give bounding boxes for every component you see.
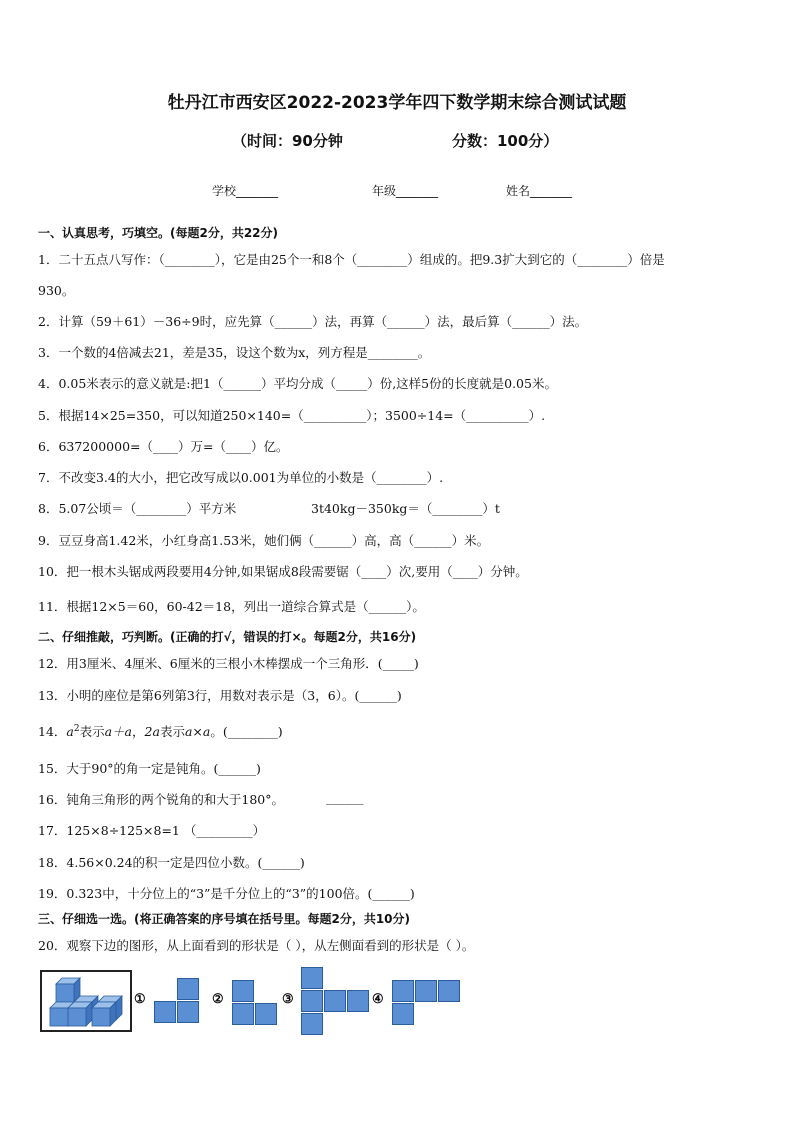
section-1-heading: 一、认真思考，巧填空。(每题2分，共22分) xyxy=(38,226,279,240)
q14-exponent: 2 xyxy=(73,723,80,734)
question-16: 16．钝角三角形的两个锐角的和大于180°。 xyxy=(38,792,285,807)
exam-score: 分数：100分） xyxy=(452,132,559,150)
question-19: 19．0.323中，十分位上的“3”是千分位上的“3”的100倍。(______) xyxy=(38,886,415,901)
square xyxy=(255,1003,277,1025)
square xyxy=(154,1001,176,1023)
cube-stack-icon xyxy=(42,972,130,1030)
grade-field: 年级_______ xyxy=(372,184,439,198)
page-title: 牡丹江市西安区2022-2023学年四下数学期末综合测试试题 xyxy=(167,93,627,113)
question-6: 6．637200000=（____）万=（____）亿。 xyxy=(38,439,289,454)
square xyxy=(392,980,414,1002)
question-15: 15．大于90°的角一定是钝角。(______) xyxy=(38,761,261,776)
question-13: 13．小明的座位是第6列第3行，用数对表示是（3，6）。(______) xyxy=(38,688,402,703)
question-10: 10．把一根木头锯成两段要用4分钟,如果锯成8段需要锯（____）次,要用（____）分钟。 xyxy=(38,564,528,579)
question-17: 17．125×8÷125×8=1 （_________） xyxy=(38,823,266,838)
question-1-line1: 1．二十五点八写作：（________），它是由25个一和8个（________）组成的。把9.3扩大到它的（________）倍是 xyxy=(38,252,665,267)
question-5: 5．根据14×25=350，可以知道250×140=（__________）；3500÷14=（__________）. xyxy=(38,408,546,423)
option-3-label: ③ xyxy=(282,992,294,1007)
q14-blank: 。(________) xyxy=(210,724,283,739)
square xyxy=(301,967,323,989)
square xyxy=(438,980,460,1002)
square xyxy=(392,1003,414,1025)
section-2-heading: 二、仔细推敲，巧判断。(正确的打√，错误的打×。每题2分，共16分) xyxy=(38,630,417,644)
square xyxy=(301,1013,323,1035)
question-3: 3．一个数的4倍减去21，差是35，设这个数为x，列方程是________。 xyxy=(38,345,431,360)
question-1-line2: 930。 xyxy=(38,283,75,298)
q14-text1: 表示 xyxy=(79,724,105,739)
option-2-shape xyxy=(232,980,278,1026)
square xyxy=(324,990,346,1012)
option-1-shape xyxy=(154,978,200,1024)
question-11: 11．根据12×5＝60，60-42＝18，列出一道综合算式是（______）。 xyxy=(38,599,425,614)
square xyxy=(232,1003,254,1025)
cube-figure xyxy=(40,970,132,1032)
square xyxy=(177,978,199,1000)
option-4-label: ④ xyxy=(372,992,384,1007)
school-field: 学校_______ xyxy=(212,184,279,198)
question-7: 7．不改变3.4的大小，把它改写成以0.001为单位的小数是（________）. xyxy=(38,470,444,485)
square xyxy=(415,980,437,1002)
option-4-shape xyxy=(392,980,460,1026)
q14-comma: ， xyxy=(132,724,145,739)
q14-var-a: a xyxy=(66,724,74,739)
question-12: 12．用3厘米、4厘米、6厘米的三根小木棒摆成一个三角形．(_____) xyxy=(38,656,419,671)
question-14 xyxy=(38,722,283,740)
square xyxy=(301,990,323,1012)
option-3-shape xyxy=(301,967,369,1035)
name-field: 姓名_______ xyxy=(506,184,573,198)
q14-expr1: a＋a xyxy=(104,724,133,739)
question-2: 2．计算（59＋61）－36÷9时，应先算（______）法，再算（______）法，最后算（______）法。 xyxy=(38,314,588,329)
square xyxy=(177,1001,199,1023)
option-2-label: ② xyxy=(212,992,224,1007)
question-8-part2: 3t40kg－350kg＝（________）t xyxy=(311,501,500,516)
question-16-blank: ______ xyxy=(326,790,364,805)
q14-text2: 表示 xyxy=(159,724,185,739)
q14-expr2: 2a xyxy=(144,724,160,739)
square xyxy=(347,990,369,1012)
question-4: 4．0.05米表示的意义就是:把1（______）平均分成（_____）份,这样5份的长度就是0.05米。 xyxy=(38,376,557,391)
q14-number: 14． xyxy=(38,724,67,739)
exam-time: （时间：90分钟 xyxy=(232,132,343,150)
question-20: 20．观察下边的图形，从上面看到的形状是（ ），从左侧面看到的形状是（ ）。 xyxy=(38,938,475,953)
question-9: 9．豆豆身高1.42米，小红身高1.53米，她们俩（______）高，高（______）米。 xyxy=(38,533,490,548)
question-8-part1: 8．5.07公顷＝（________）平方米 xyxy=(38,501,237,516)
square xyxy=(232,980,254,1002)
option-1-label: ① xyxy=(134,992,146,1007)
q14-expr3: a×a xyxy=(184,724,211,739)
section-3-heading: 三、仔细选一选。(将正确答案的序号填在括号里。每题2分，共10分) xyxy=(38,912,411,926)
question-18: 18．4.56×0.24的积一定是四位小数。(______) xyxy=(38,855,305,870)
